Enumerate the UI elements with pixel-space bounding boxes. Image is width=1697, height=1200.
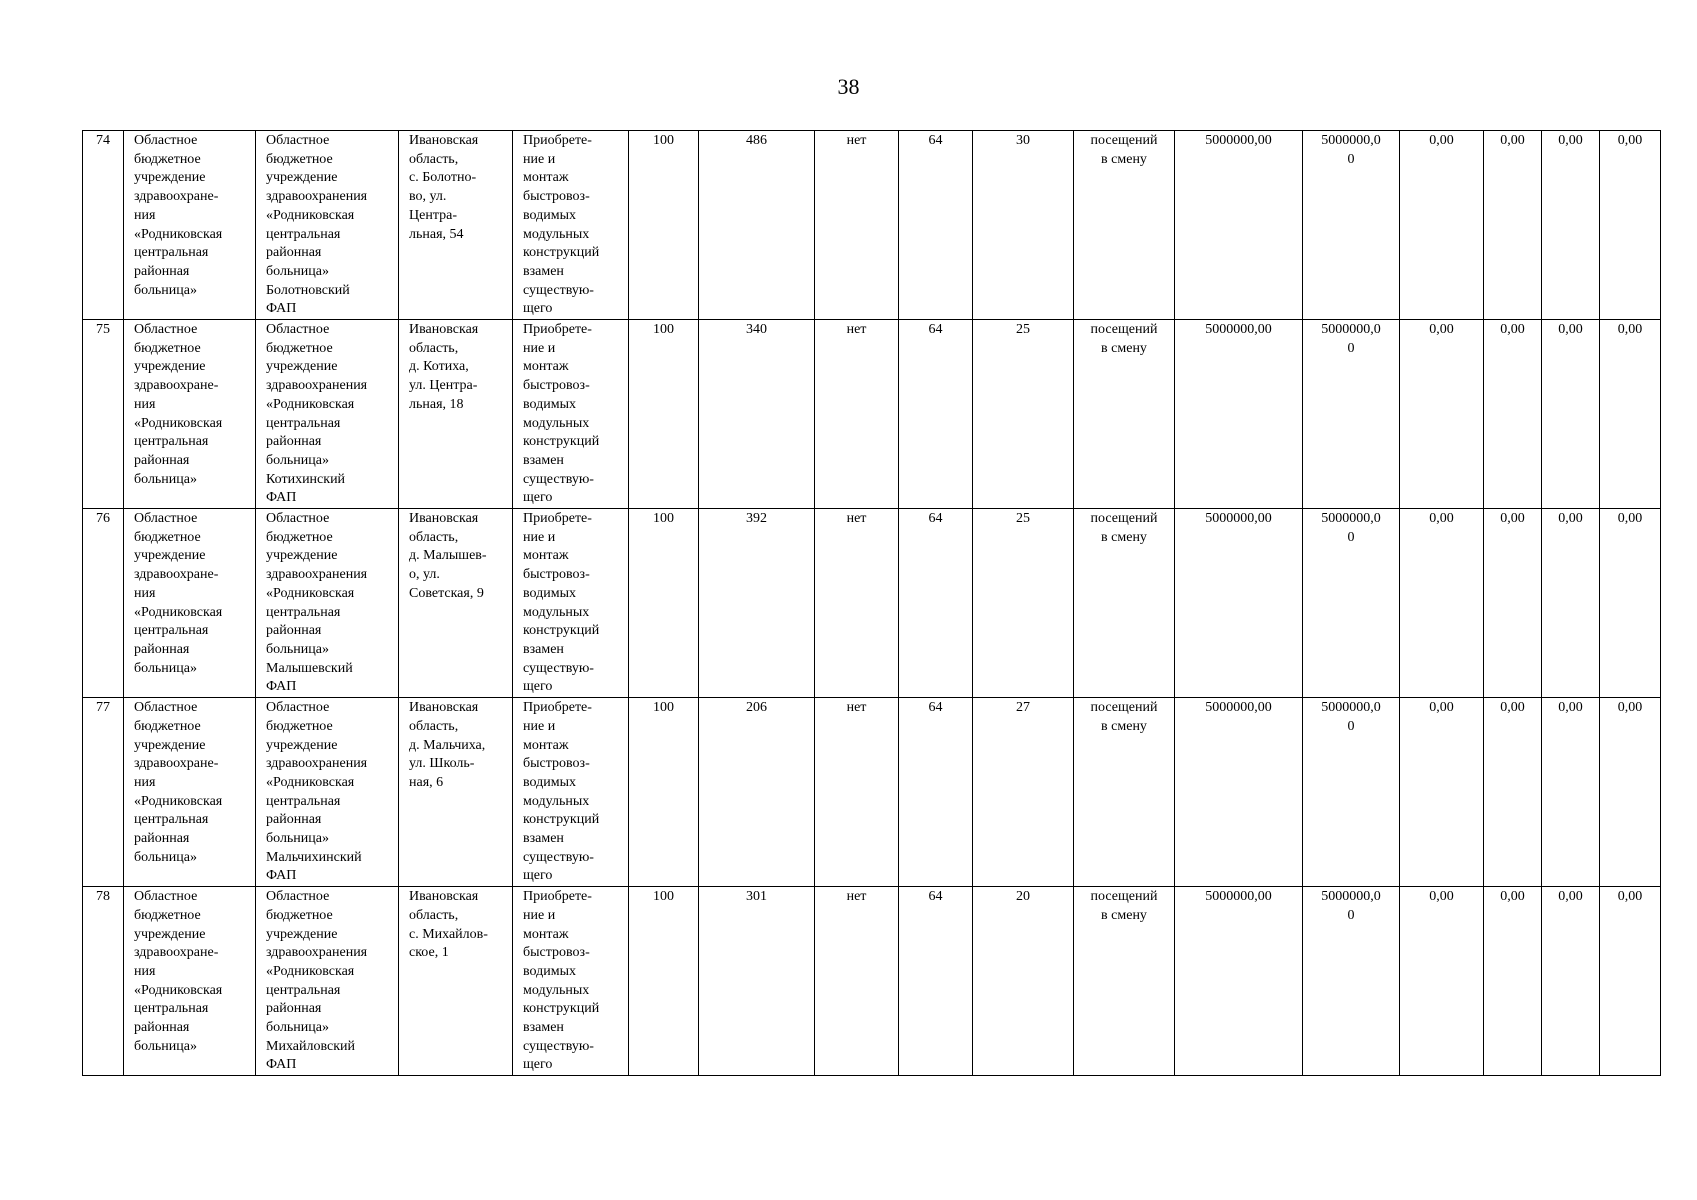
zero-amount-cell-3: 0,00 <box>1542 887 1600 1076</box>
unit-cell: посещений в смену <box>1074 698 1175 887</box>
value-cell-10: 25 <box>973 320 1074 509</box>
zero-amount-cell-3: 0,00 <box>1542 698 1600 887</box>
zero-amount-cell-3: 0,00 <box>1542 509 1600 698</box>
unit-cell: посещений в смену <box>1074 887 1175 1076</box>
amount-cell: 5000000,0 0 <box>1303 320 1400 509</box>
value-cell-6: 100 <box>629 887 699 1076</box>
value-cell-8: нет <box>815 131 899 320</box>
total-amount-cell: 5000000,00 <box>1175 131 1303 320</box>
amount-cell: 5000000,0 0 <box>1303 509 1400 698</box>
facilities-table <box>82 130 1661 1076</box>
table-row <box>83 320 1661 509</box>
amount-cell: 5000000,0 0 <box>1303 698 1400 887</box>
row-number: 76 <box>83 509 124 698</box>
address-cell: Ивановская область, д. Мальчиха, ул. Школь- ная, 6 <box>399 698 513 887</box>
row-number: 74 <box>83 131 124 320</box>
value-cell-9: 64 <box>899 131 973 320</box>
zero-amount-cell-2: 0,00 <box>1484 131 1542 320</box>
organization-cell: Областное бюджетное учреждение здравоохране- ния «Родниковская центральная районная больница» <box>124 698 256 887</box>
value-cell-7: 392 <box>699 509 815 698</box>
organization-cell: Областное бюджетное учреждение здравоохране- ния «Родниковская центральная районная больница» <box>124 509 256 698</box>
action-cell: Приобрете- ние и монтаж быстровоз- водимых модульных конструкций взамен существую- щего <box>513 509 629 698</box>
action-cell: Приобрете- ние и монтаж быстровоз- водимых модульных конструкций взамен существую- щего <box>513 887 629 1076</box>
total-amount-cell: 5000000,00 <box>1175 320 1303 509</box>
table-row <box>83 509 1661 698</box>
action-cell: Приобрете- ние и монтаж быстровоз- водимых модульных конструкций взамен существую- щего <box>513 698 629 887</box>
total-amount-cell: 5000000,00 <box>1175 698 1303 887</box>
value-cell-6: 100 <box>629 131 699 320</box>
page-number: 38 <box>837 74 860 99</box>
amount-cell: 5000000,0 0 <box>1303 131 1400 320</box>
zero-amount-cell-4: 0,00 <box>1600 131 1661 320</box>
unit-cell: посещений в смену <box>1074 509 1175 698</box>
value-cell-7: 486 <box>699 131 815 320</box>
total-amount-cell: 5000000,00 <box>1175 509 1303 698</box>
action-cell: Приобрете- ние и монтаж быстровоз- водимых модульных конструкций взамен существую- щего <box>513 320 629 509</box>
zero-amount-cell-4: 0,00 <box>1600 320 1661 509</box>
value-cell-10: 30 <box>973 131 1074 320</box>
value-cell-6: 100 <box>629 509 699 698</box>
organization-cell: Областное бюджетное учреждение здравоохране- ния «Родниковская центральная районная больница» <box>124 131 256 320</box>
zero-amount-cell-2: 0,00 <box>1484 320 1542 509</box>
table-row <box>83 131 1661 320</box>
value-cell-10: 27 <box>973 698 1074 887</box>
facility-cell: Областное бюджетное учреждение здравоохранения «Родниковская центральная районная больница» Малышевский ФАП <box>256 509 399 698</box>
zero-amount-cell-1: 0,00 <box>1400 887 1484 1076</box>
zero-amount-cell-1: 0,00 <box>1400 509 1484 698</box>
facility-cell: Областное бюджетное учреждение здравоохранения «Родниковская центральная районная больница» Михайловский ФАП <box>256 887 399 1076</box>
zero-amount-cell-1: 0,00 <box>1400 131 1484 320</box>
value-cell-9: 64 <box>899 320 973 509</box>
value-cell-8: нет <box>815 320 899 509</box>
zero-amount-cell-4: 0,00 <box>1600 698 1661 887</box>
zero-amount-cell-4: 0,00 <box>1600 887 1661 1076</box>
organization-cell: Областное бюджетное учреждение здравоохране- ния «Родниковская центральная районная больница» <box>124 320 256 509</box>
table-row <box>83 887 1661 1076</box>
row-number: 75 <box>83 320 124 509</box>
zero-amount-cell-2: 0,00 <box>1484 698 1542 887</box>
unit-cell: посещений в смену <box>1074 320 1175 509</box>
value-cell-7: 206 <box>699 698 815 887</box>
address-cell: Ивановская область, с. Болотно- во, ул. Центра- льная, 54 <box>399 131 513 320</box>
zero-amount-cell-2: 0,00 <box>1484 509 1542 698</box>
value-cell-6: 100 <box>629 320 699 509</box>
value-cell-10: 25 <box>973 509 1074 698</box>
value-cell-9: 64 <box>899 887 973 1076</box>
value-cell-8: нет <box>815 887 899 1076</box>
value-cell-8: нет <box>815 698 899 887</box>
row-number: 78 <box>83 887 124 1076</box>
value-cell-9: 64 <box>899 509 973 698</box>
total-amount-cell: 5000000,00 <box>1175 887 1303 1076</box>
address-cell: Ивановская область, с. Михайлов- ское, 1 <box>399 887 513 1076</box>
action-cell: Приобрете- ние и монтаж быстровоз- водимых модульных конструкций взамен существую- щего <box>513 131 629 320</box>
facility-cell: Областное бюджетное учреждение здравоохранения «Родниковская центральная районная больница» Болотновский ФАП <box>256 131 399 320</box>
zero-amount-cell-3: 0,00 <box>1542 131 1600 320</box>
zero-amount-cell-4: 0,00 <box>1600 509 1661 698</box>
zero-amount-cell-1: 0,00 <box>1400 320 1484 509</box>
amount-cell: 5000000,0 0 <box>1303 887 1400 1076</box>
address-cell: Ивановская область, д. Котиха, ул. Центра- льная, 18 <box>399 320 513 509</box>
row-number: 77 <box>83 698 124 887</box>
value-cell-7: 340 <box>699 320 815 509</box>
facility-cell: Областное бюджетное учреждение здравоохранения «Родниковская центральная районная больница» Мальчихинский ФАП <box>256 698 399 887</box>
value-cell-10: 20 <box>973 887 1074 1076</box>
organization-cell: Областное бюджетное учреждение здравоохране- ния «Родниковская центральная районная больница» <box>124 887 256 1076</box>
value-cell-9: 64 <box>899 698 973 887</box>
zero-amount-cell-1: 0,00 <box>1400 698 1484 887</box>
address-cell: Ивановская область, д. Малышев- о, ул. Советская, 9 <box>399 509 513 698</box>
value-cell-8: нет <box>815 509 899 698</box>
zero-amount-cell-3: 0,00 <box>1542 320 1600 509</box>
value-cell-6: 100 <box>629 698 699 887</box>
facility-cell: Областное бюджетное учреждение здравоохранения «Родниковская центральная районная больница» Котихинский ФАП <box>256 320 399 509</box>
zero-amount-cell-2: 0,00 <box>1484 887 1542 1076</box>
unit-cell: посещений в смену <box>1074 131 1175 320</box>
table-row <box>83 698 1661 887</box>
value-cell-7: 301 <box>699 887 815 1076</box>
